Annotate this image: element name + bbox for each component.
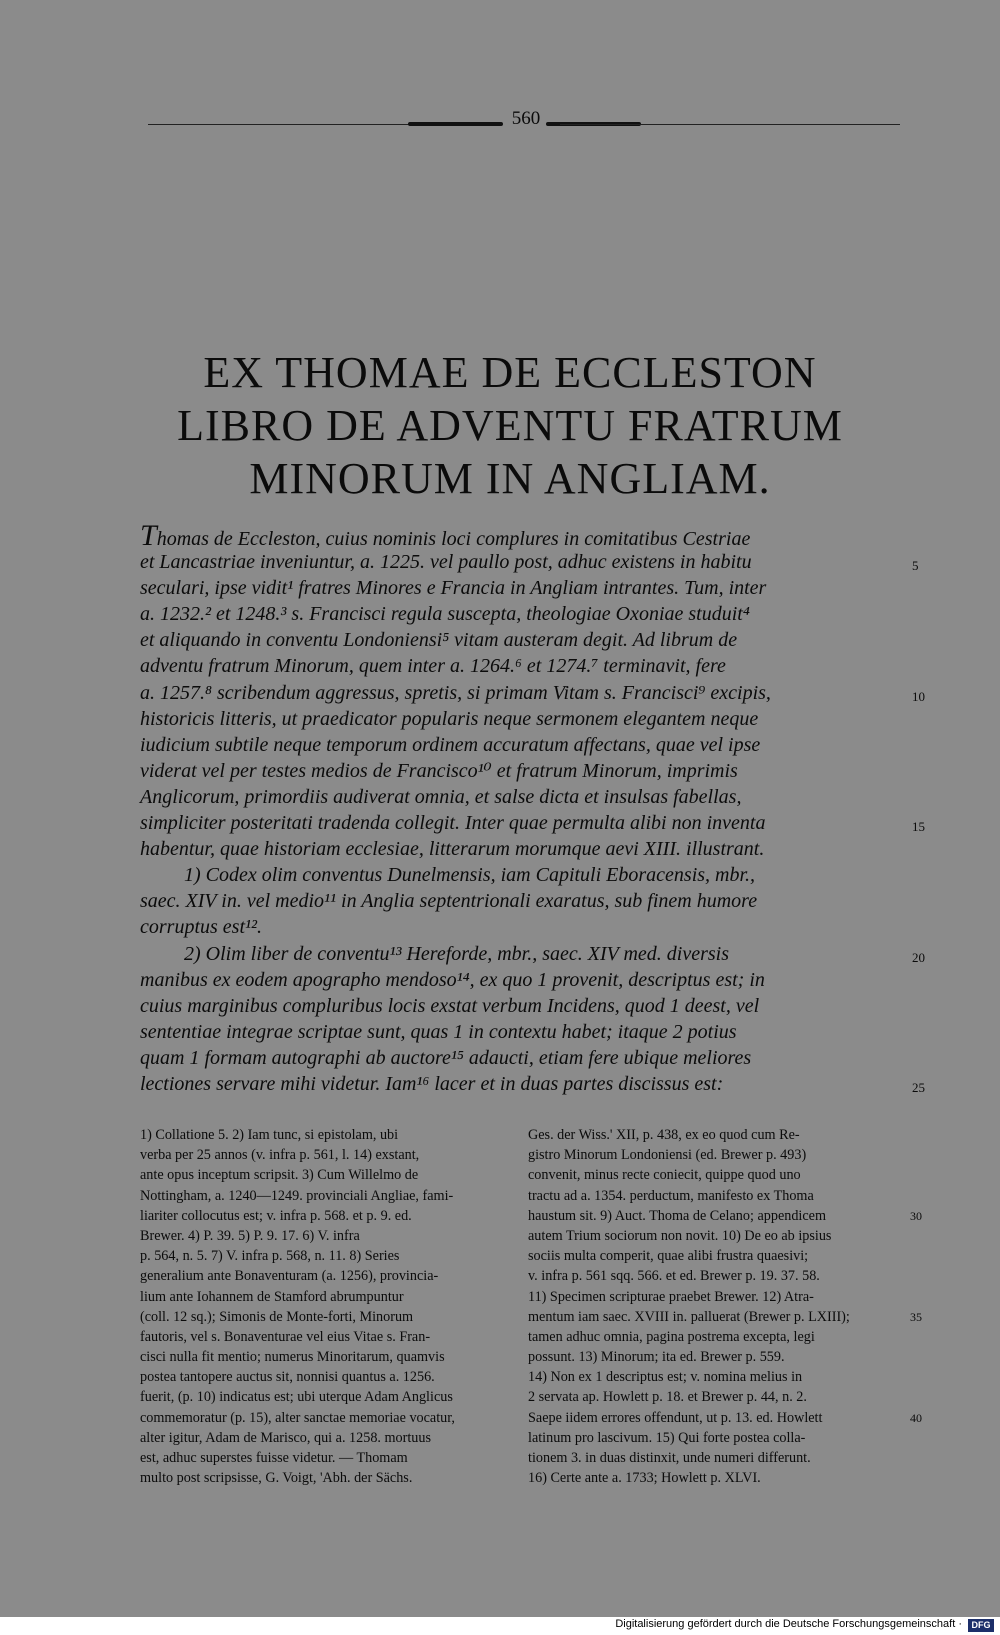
text-line (140, 810, 925, 836)
footnote-line (528, 1287, 903, 1307)
line-number: 40 (910, 1410, 922, 1425)
line-content: homas de Eccleston, cuius nominis loci complures in comitatibus Cestriae (156, 528, 751, 550)
line-text (140, 888, 757, 914)
footnote-line: commemoratur (p. 15), alter sanctae memoriae vocatur, (140, 1409, 455, 1426)
line-content: et Lancastriae inveniuntur, a. 1225. vel paullo post, adhuc existens in habitu (140, 551, 752, 574)
title-line: EX THOMAE DE ECCLESTON (203, 348, 817, 397)
line-number: 30 (910, 1208, 922, 1223)
line-content: 2) Olim liber de conventu¹³ Hereforde, mbr., saec. XIV med. diversis (184, 942, 730, 965)
line-text (184, 941, 729, 967)
text-line (140, 888, 906, 914)
footnote-text: latinum pro lascivum. 15) Qui forte postea colla- (528, 1429, 806, 1446)
footnote-line: cisci nulla fit mentio; numerus Minoritarum, quamvis (140, 1349, 445, 1366)
footnote-line: Nottingham, a. 1240—1249. provinciali Angliae, fami- (140, 1187, 454, 1204)
text-line (140, 706, 906, 732)
text-line (140, 1019, 906, 1045)
footnote-text: Saepe iidem errores offendunt, ut p. 13. ed. Howlett (528, 1409, 823, 1426)
footnote-text: 14) Non ex 1 descriptus est; v. nomina melius in (528, 1369, 803, 1386)
line-number: 5 (912, 558, 919, 574)
line-number: 10 (912, 688, 925, 704)
line-text (140, 1071, 723, 1097)
line-content: 1) Codex olim conventus Dunelmensis, iam Capituli Eboracensis, mbr., (184, 864, 756, 887)
footnote-text: 2 servata ap. Howlett p. 18. et Brewer p. 44, n. 2. (528, 1389, 807, 1406)
footnote-line (528, 1186, 903, 1206)
line-text (140, 1045, 751, 1071)
footnote-line (528, 1145, 903, 1165)
text-line (140, 941, 925, 967)
footnote-text: haustum sit. 9) Auct. Thoma de Celano; appendicem (528, 1207, 827, 1224)
footnote-text: 16) Certe ante a. 1733; Howlett p. XLVI. (528, 1470, 761, 1487)
line-content: viderat vel per testes medios de Francisco¹⁰ et fratrum Minorum, imprimis (140, 759, 738, 782)
footnote-text: autem Trium sociorum non novit. 10) De eo ab ipsius (528, 1227, 832, 1244)
line-content: adventu fratrum Minorum, quem inter a. 1264.⁶ et 1274.⁷ terminavit, fere (140, 655, 726, 678)
line-content: iudicium subtile neque temporum ordinem accuratum affectans, quae vel ipse (140, 733, 761, 756)
footnote-line (528, 1246, 903, 1266)
line-text (140, 784, 741, 810)
line-content: a. 1257.⁸ scribendum aggressus, spretis, si primam Vitam s. Francisci⁹ excipis, (140, 681, 771, 704)
footnote-line (528, 1226, 903, 1246)
footnote-line (528, 1327, 903, 1347)
header-ornament-left (408, 122, 503, 126)
text-line (140, 836, 906, 862)
line-content: saec. XIV in. vel medio¹¹ in Anglia septentrionali exaratus, sub finem humore (140, 890, 758, 913)
line-content: corruptus est¹². (140, 916, 262, 939)
footnote-text: sociis multa comperit, quae alibi frustra quaesivi; (528, 1248, 809, 1265)
line-content: a. 1232.² et 1248.³ s. Francisci regula suscepta, theologiae Oxoniae studuit⁴ (140, 603, 750, 626)
footnote-line: liariter collocutus est; v. infra p. 568. et p. 9. ed. (140, 1207, 412, 1224)
text-line (140, 627, 906, 653)
line-content: habentur, quae historiam ecclesiae, litterarum morumque aevi XIII. illustrant. (140, 838, 765, 861)
footnote-text: tractu ad a. 1354. perductum, manifesto ex Thoma (528, 1187, 814, 1204)
footnote-line (528, 1206, 922, 1226)
title-line: MINORUM IN ANGLIAM. (249, 454, 771, 503)
line-number: 25 (912, 1079, 925, 1095)
footnote-line (528, 1367, 903, 1387)
line-text (140, 653, 726, 679)
line-text (140, 810, 765, 836)
footnote-text: v. infra p. 561 sqq. 566. et ed. Brewer p. 19. 37. 58. (528, 1268, 820, 1285)
footnote-line: generalium ante Bonaventuram (a. 1256), provincia- (140, 1268, 439, 1285)
line-text (184, 862, 755, 888)
footnote-line (528, 1266, 903, 1286)
footnote-line (528, 1448, 903, 1468)
line-content: quam 1 formam autographi ab auctore¹⁵ adaucti, etiam fere ubique meliores (140, 1046, 752, 1069)
footnote-line: (coll. 12 sq.); Simonis de Monte-forti, Minorum (140, 1308, 414, 1325)
page-number: 560 (511, 108, 541, 129)
footnote-line: 1) Collatione 5. 2) Iam tunc, si epistolam, ubi (140, 1127, 399, 1143)
footer-credit: Digitalisierung gefördert durch die Deutsche Forschungsgemeinschaft · (615, 1618, 962, 1630)
footnote-line: p. 564, n. 5. 7) V. infra p. 568, n. 11. 8) Series (140, 1248, 400, 1265)
line-text (140, 549, 752, 575)
initial-letter: T (140, 519, 157, 552)
line-content: Anglicorum, primordiis audiverat omnia, et salse dicta et insulsas fabellas, (140, 785, 742, 808)
line-text (140, 993, 759, 1019)
footnotes-left-column (140, 1125, 515, 1488)
text-line (140, 758, 906, 784)
text-line (140, 784, 906, 810)
line-content: lectiones servare mihi videtur. Iam¹⁶ lacer et in duas partes discissus est: (140, 1072, 724, 1095)
line-text (140, 914, 262, 940)
footnote-line: multo post scripsisse, G. Voigt, 'Abh. der Sächs. (140, 1470, 413, 1487)
footnote-text: gistro Minorum Londoniensi (ed. Brewer p. 493) (528, 1147, 807, 1164)
line-text (140, 706, 758, 732)
line-text (140, 967, 765, 993)
footnote-text: Ges. der Wiss.' XII, p. 438, ex eo quod cum Re- (528, 1127, 800, 1143)
line-number: 20 (912, 949, 925, 965)
footnote-line: lium ante Iohannem de Stamford abrumpuntur (140, 1288, 404, 1305)
text-line (140, 549, 919, 575)
text-line (140, 1045, 906, 1071)
footnote-line (528, 1468, 903, 1488)
line-text (140, 732, 760, 758)
footnote-line: verba per 25 annos (v. infra p. 561, l. 14) exstant, (140, 1147, 420, 1164)
footnote-text: tamen adhuc omnia, pagina postrema excepta, legi (528, 1328, 815, 1345)
line-text (140, 519, 751, 552)
body-text (140, 519, 925, 1097)
text-line (140, 575, 906, 601)
footnote-line: alter igitur, Adam de Marisco, qui a. 1258. mortuus (140, 1429, 432, 1446)
line-content: cuius marginibus compluribus locis exstat verbum Incidens, quod 1 deest, vel (140, 994, 760, 1017)
footnote-line (528, 1408, 922, 1428)
line-text (140, 601, 750, 627)
dfg-logo: DFG (968, 1619, 994, 1632)
header-rule-right (560, 124, 900, 125)
footnote-line: est, adhuc superstes fuisse videtur. — Thomam (140, 1450, 408, 1466)
footnotes-right-column (528, 1125, 922, 1488)
text-line (140, 653, 906, 679)
document-title (140, 346, 880, 505)
line-text (140, 758, 738, 784)
line-text (140, 575, 766, 601)
line-content: manibus ex eodem apographo mendoso¹⁴, ex quo 1 provenit, descriptus est; in (140, 968, 765, 991)
text-line (140, 1071, 925, 1097)
text-line (140, 519, 906, 552)
line-content: sententiae integrae scriptae sunt, quas 1 in contextu habet; itaque 2 potius (140, 1020, 737, 1043)
footnote-line: postea tantopere auctus sit, nonnisi quantus a. 1256. (140, 1369, 435, 1386)
line-text (140, 627, 737, 653)
footnote-text: tionem 3. in duas distinxit, unde numeri differunt. (528, 1450, 811, 1466)
line-text (140, 836, 764, 862)
footnote-text: convenit, minus recte coniecit, quippe quod uno (528, 1167, 801, 1184)
footnote-line (528, 1165, 903, 1185)
line-content: simpliciter posteritati tradenda collegit. Inter quae permulta alibi non inventa (140, 812, 766, 835)
text-line (140, 914, 906, 940)
footnote-line (528, 1347, 903, 1367)
footnote-line: fuerit, (p. 10) indicatus est; ubi uterque Adam Anglicus (140, 1389, 453, 1406)
line-content: et aliquando in conventu Londoniensi⁵ vitam austeram degit. Ad librum de (140, 629, 738, 652)
text-line (140, 732, 906, 758)
footnote-line (528, 1125, 903, 1145)
footnote-line (528, 1428, 903, 1448)
footnote-line (528, 1307, 922, 1327)
footnote-line: fautoris, vel s. Bonaventurae vel eius Vitae s. Fran- (140, 1328, 431, 1345)
text-line (140, 967, 906, 993)
text-line (140, 680, 925, 706)
line-text (140, 680, 771, 706)
line-content: historicis litteris, ut praedicator popularis neque sermonem elegantem neque (140, 707, 759, 730)
footnote-text: possunt. 13) Minorum; ita ed. Brewer p. 559. (528, 1349, 785, 1366)
line-content: seculari, ipse vidit¹ fratres Minores e Francia in Angliam intrantes. Tum, inter (140, 577, 767, 600)
text-line (140, 993, 906, 1019)
title-line: LIBRO DE ADVENTU FRATRUM (177, 401, 843, 450)
text-line (140, 601, 906, 627)
line-number: 35 (910, 1309, 922, 1324)
footnote-text: 11) Specimen scripturae praebet Brewer. 12) Atra- (528, 1288, 814, 1305)
line-text (140, 1019, 737, 1045)
line-number: 15 (912, 819, 925, 835)
footnote-line (528, 1387, 903, 1407)
footnote-line: ante opus inceptum scripsit. 3) Cum Willelmo de (140, 1167, 419, 1184)
footnote-line: Brewer. 4) P. 39. 5) P. 9. 17. 6) V. infra (140, 1227, 360, 1244)
text-line (140, 862, 906, 888)
footnote-text: mentum iam saec. XVIII in. palluerat (Brewer p. LXIII); (528, 1308, 850, 1325)
page-header (148, 108, 900, 138)
footer-bar (0, 1617, 1000, 1635)
